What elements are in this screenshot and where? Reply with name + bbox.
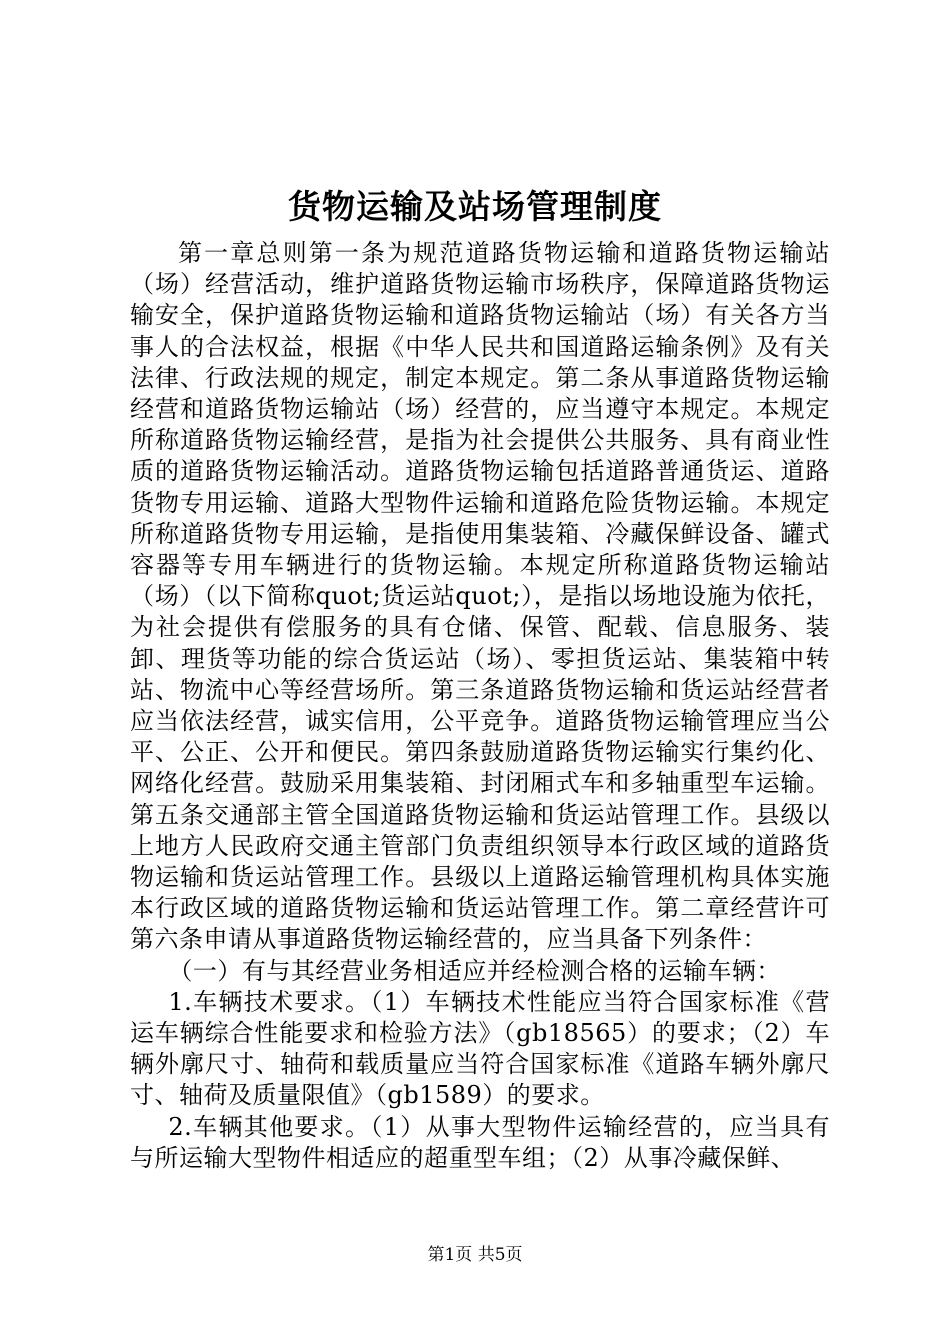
document-body xyxy=(130,238,830,1174)
paragraph-general-provisions: 第一章总则第一条为规范道路货物运输和道路货物运输站（场）经营活动，维护道路货物运输市场秩序，保障道路货物运输安全，保护道路货物运输和道路货物运输站（场）有关各方当事人的合法权益，根据《中华人民共和国道路运输条例》及有关法律、行政法规的规定，制定本规定。第二条从事道路货物运输经营和道路货物运输站（场）经营的，应当遵守本规定。本规定所称道路货物运输经营，是指为社会提供公共服务、具有商业性质的道路货物运输活动。道路货物运输包括道路普通货运、道路货物专用运输、道路大型物件运输和道路危险货物运输。本规定所称道路货物专用运输，是指使用集装箱、冷藏保鲜设备、罐式容器等专用车辆进行的货物运输。本规定所称道路货物运输站（场）（以下简称quot;货运站quot;），是指以场地设施为依托，为社会提供有偿服务的具有仓储、保管、配载、信息服务、装卸、理货等功能的综合货运站（场）、零担货运站、集装箱中转站、物流中心等经营场所。第三条道路货物运输和货运站经营者应当依法经营，诚实信用，公平竞争。道路货物运输管理应当公平、公正、公开和便民。第四条鼓励道路货物运输实行集约化、网络化经营。鼓励采用集装箱、封闭厢式车和多轴重型车运输。第五条交通部主管全国道路货物运输和货运站管理工作。县级以上地方人民政府交通主管部门负责组织领导本行政区域的道路货物运输和货运站管理工作。县级以上道路运输管理机构具体实施本行政区域的道路货物运输和货运站管理工作。第二章经营许可第六条申请从事道路货物运输经营的，应当具备下列条件： xyxy=(130,239,830,954)
paragraph-vehicle-technical: 1.车辆技术要求。（1）车辆技术性能应当符合国家标准《营运车辆综合性能要求和检验方法》（gb18565）的要求；（2）车辆外廓尺寸、轴荷和载质量应当符合国家标准《道路车辆外廓尺寸、轴荷及质量限值》（gb1589）的要求。 xyxy=(130,987,830,1110)
page-footer: 第1页 共5页 xyxy=(427,1245,523,1265)
paragraph-vehicle-other: 2.车辆其他要求。（1）从事大型物件运输经营的，应当具有与所运输大型物件相适应的超重型车组；（2）从事冷藏保鲜、 xyxy=(130,1112,830,1172)
paragraph-condition-one: （一）有与其经营业务相适应并经检测合格的运输车辆： xyxy=(168,956,781,985)
document-title: 货物运输及站场管理制度 xyxy=(288,187,662,226)
